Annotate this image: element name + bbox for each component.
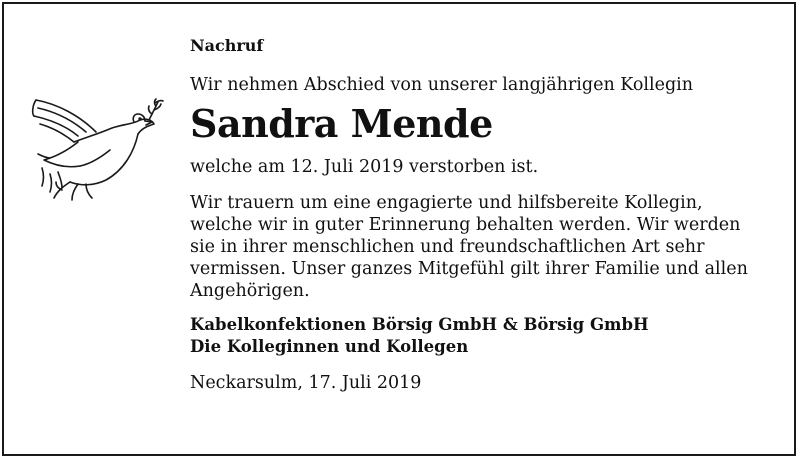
tribute-line: Angehörigen. xyxy=(190,281,310,301)
notice-heading: Nachruf xyxy=(190,36,264,55)
obituary-text xyxy=(190,36,770,394)
tribute-paragraph xyxy=(190,192,770,302)
deceased-name: Sandra Mende xyxy=(190,101,493,146)
place-and-date: Neckarsulm, 17. Juli 2019 xyxy=(190,373,422,393)
tribute-line: sie in ihrer menschlichen und freundschaftlichen Art sehr xyxy=(190,237,705,257)
colleagues-line: Die Kolleginnen und Kollegen xyxy=(190,337,469,356)
death-date-line: welche am 12. Juli 2019 verstorben ist. xyxy=(190,157,539,177)
sender-block xyxy=(190,314,770,358)
tribute-line: welche wir in guter Erinnerung behalten werden. Wir werden xyxy=(190,215,741,235)
dove-with-olive-branch-icon xyxy=(28,94,168,204)
company-name: Kabelkonfektionen Börsig GmbH & Börsig GmbH xyxy=(190,315,649,334)
intro-line: Wir nehmen Abschied von unserer langjährigen Kollegin xyxy=(190,75,694,95)
tribute-line: vermissen. Unser ganzes Mitgefühl gilt ihrer Familie und allen xyxy=(190,259,748,279)
tribute-line: Wir trauern um eine engagierte und hilfsbereite Kollegin, xyxy=(190,193,703,213)
